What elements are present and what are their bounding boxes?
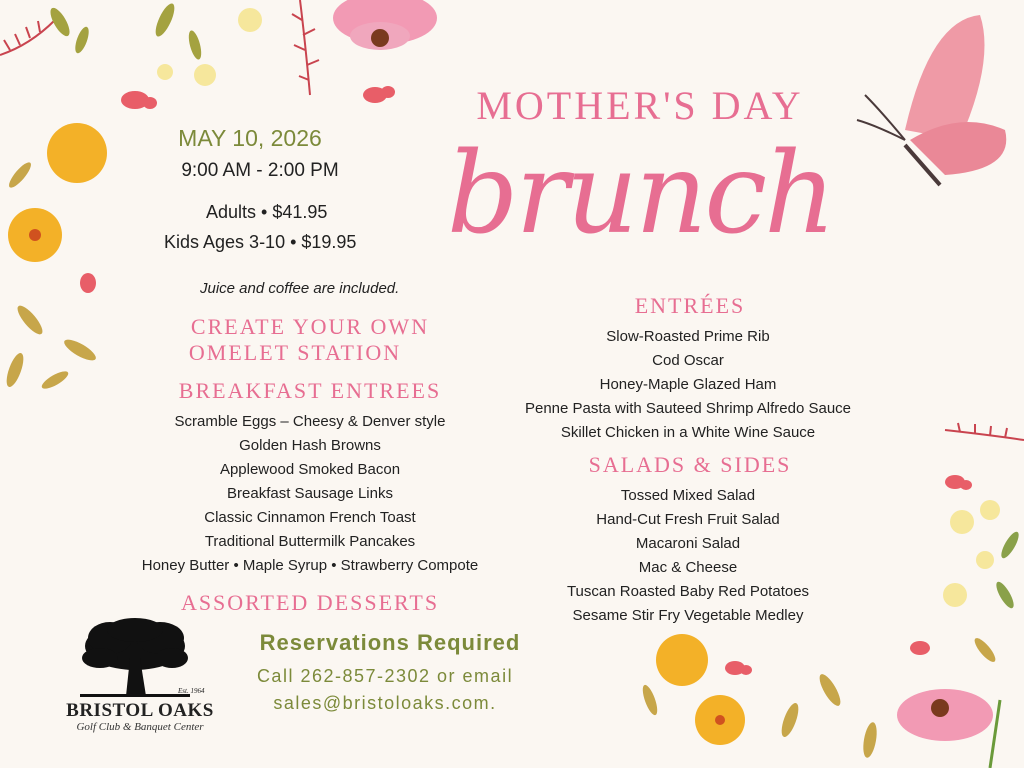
list-item: Penne Pasta with Sauteed Shrimp Alfredo Sauce: [524, 400, 852, 417]
leaf-sprig-icon: [47, 1, 204, 61]
event-title: MOTHER'S DAY: [476, 83, 804, 128]
flower-icon: [656, 634, 745, 745]
butterfly-icon: [945, 475, 972, 490]
desserts-heading: ASSORTED DESSERTS: [180, 590, 440, 615]
price-kids: Kids Ages 3-10 • $19.95: [164, 232, 357, 252]
omelet-heading-line1: CREATE YOUR OWN: [190, 314, 430, 339]
butterfly-icon: [857, 15, 1006, 185]
list-item: Traditional Buttermilk Pancakes: [204, 533, 416, 550]
list-item: Classic Cinnamon French Toast: [204, 509, 416, 526]
list-item: Scramble Eggs – Cheesy & Denver style: [174, 413, 446, 430]
butterfly-icon: [910, 641, 930, 655]
logo-name: BRISTOL OAKS: [66, 700, 214, 721]
sides-heading: SALADS & SIDES: [588, 452, 792, 477]
flower-icon: [943, 500, 1000, 607]
reservations-phone-line: Call 262-857-2302 or email: [256, 666, 514, 686]
list-item: Tossed Mixed Salad: [620, 487, 756, 504]
flower-icon: [333, 0, 437, 50]
flower-icon: [157, 8, 262, 86]
included-note: Juice and coffee are included.: [200, 280, 400, 297]
breakfast-list: [100, 410, 520, 578]
butterfly-icon: [121, 91, 157, 109]
list-item: Macaroni Salad: [635, 535, 741, 552]
breakfast-heading: BREAKFAST ENTREES: [178, 378, 442, 403]
list-item: Skillet Chicken in a White Wine Sauce: [560, 424, 816, 441]
list-item: Breakfast Sausage Links: [227, 485, 393, 502]
list-item: Golden Hash Browns: [239, 437, 381, 454]
list-item: Slow-Roasted Prime Rib: [606, 328, 770, 345]
event-script-title: brunch: [446, 129, 834, 259]
reservations-email[interactable]: sales@bristoloaks.com.: [273, 693, 497, 713]
logo-est: Est. 1964: [178, 687, 205, 695]
price-adults: Adults • $41.95: [206, 202, 328, 222]
leaf-sprig-icon: [945, 423, 1024, 440]
flower-icon: [8, 123, 107, 262]
list-item: Hand-Cut Fresh Fruit Salad: [596, 511, 780, 528]
list-item: Honey-Maple Glazed Ham: [599, 376, 777, 393]
sides-list: [488, 484, 888, 628]
reservations-title: Reservations Required: [259, 630, 521, 655]
event-hours: 9:00 AM - 2:00 PM: [181, 160, 339, 181]
butterfly-icon: [725, 661, 752, 675]
list-item: Mac & Cheese: [638, 559, 738, 576]
logo-subtitle: Golf Club & Banquet Center: [76, 721, 204, 733]
butterfly-icon: [363, 86, 395, 103]
leaf-sprig-icon: [0, 0, 319, 95]
list-item: Applewood Smoked Bacon: [219, 461, 401, 478]
list-item: Cod Oscar: [652, 352, 724, 369]
butterfly-icon: [80, 273, 96, 293]
leaf-sprig-icon: [993, 530, 1022, 611]
list-item: Tuscan Roasted Baby Red Potatoes: [566, 583, 810, 600]
entree-list: [488, 325, 888, 445]
list-item: Honey Butter • Maple Syrup • Strawberry Compote: [141, 557, 479, 574]
list-item: Sesame Stir Fry Vegetable Medley: [572, 607, 804, 624]
flower-icon: [897, 689, 1000, 768]
event-date: MAY 10, 2026: [178, 125, 322, 151]
omelet-heading-line2: OMELET STATION: [188, 340, 402, 365]
oak-tree-icon: [80, 618, 190, 698]
entrees-heading: ENTRÉES: [634, 293, 746, 318]
